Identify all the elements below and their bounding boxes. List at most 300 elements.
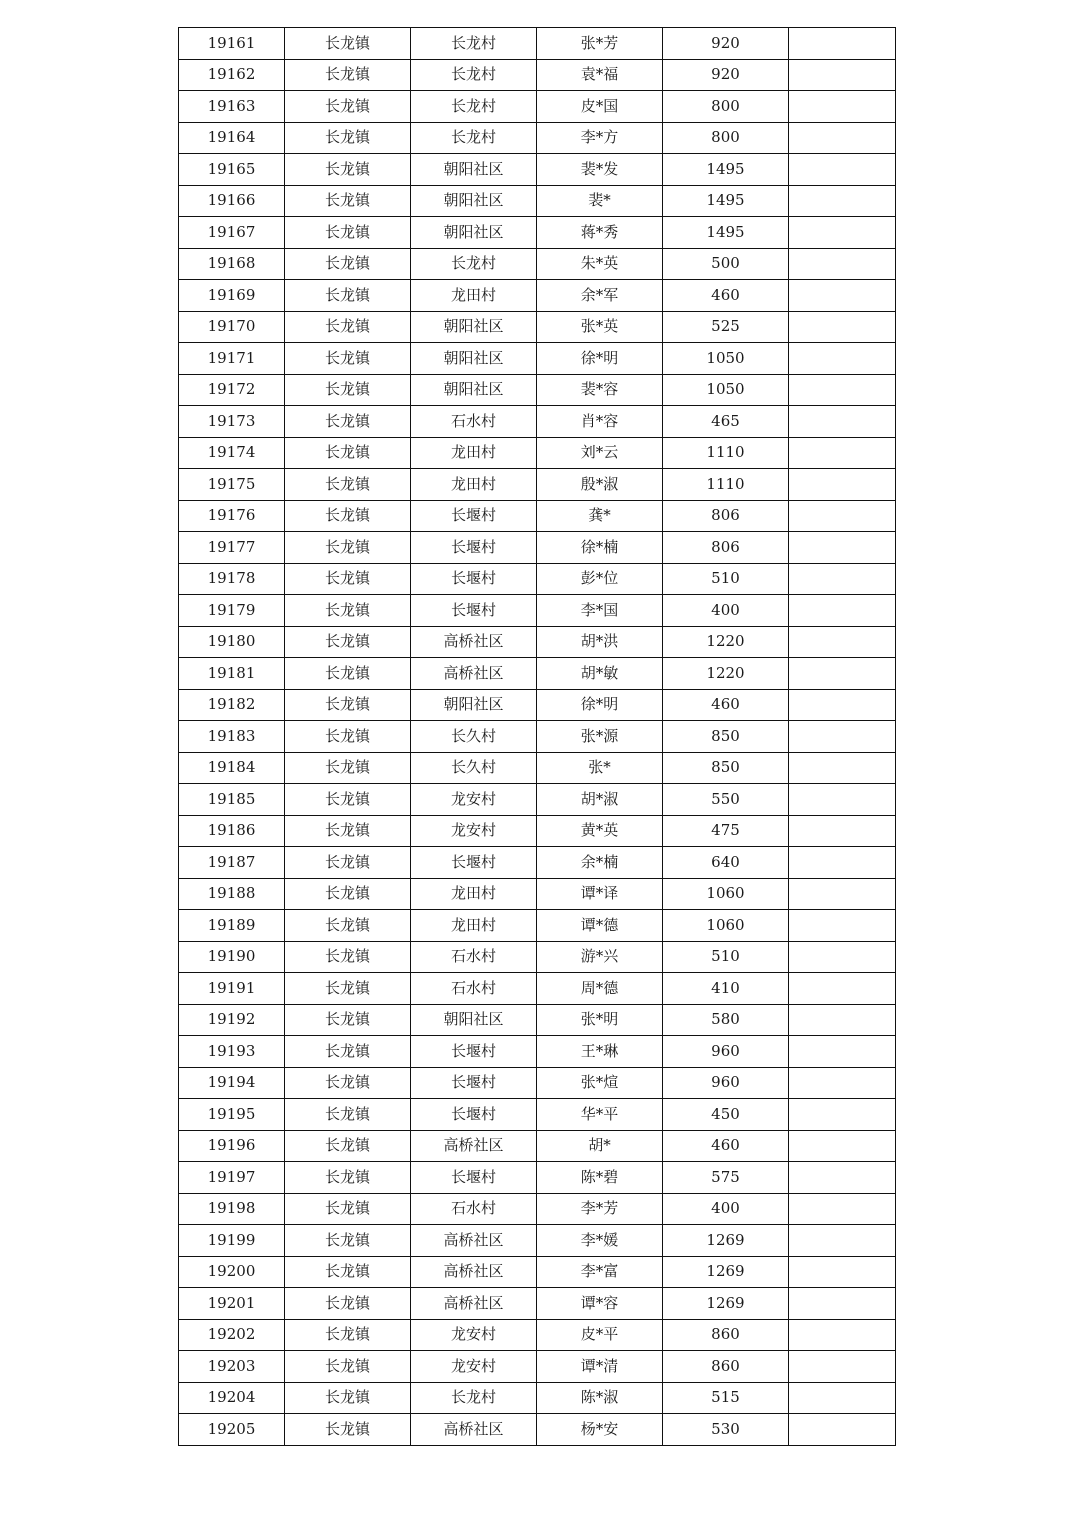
record-id-cell: 19203 (179, 1351, 285, 1383)
person-name-cell: 刘*云 (537, 437, 663, 469)
person-name-cell: 谭*译 (537, 878, 663, 910)
record-id-cell: 19197 (179, 1162, 285, 1194)
town-cell: 长龙镇 (285, 1162, 411, 1194)
village-cell: 朝阳社区 (411, 154, 537, 186)
person-name-cell: 张*芳 (537, 28, 663, 60)
table-row (179, 689, 896, 721)
amount-cell: 580 (663, 1004, 789, 1036)
town-cell: 长龙镇 (285, 280, 411, 312)
person-name-cell: 张*明 (537, 1004, 663, 1036)
note-cell (789, 374, 896, 406)
person-name-cell: 胡* (537, 1130, 663, 1162)
town-cell: 长龙镇 (285, 374, 411, 406)
village-cell: 长龙村 (411, 122, 537, 154)
note-cell (789, 185, 896, 217)
record-id-cell: 19177 (179, 532, 285, 564)
amount-cell: 450 (663, 1099, 789, 1131)
table-row (179, 500, 896, 532)
village-cell: 长龙村 (411, 91, 537, 123)
person-name-cell: 李*方 (537, 122, 663, 154)
table-row (179, 1036, 896, 1068)
village-cell: 长堰村 (411, 532, 537, 564)
record-id-cell: 19176 (179, 500, 285, 532)
town-cell: 长龙镇 (285, 1225, 411, 1257)
person-name-cell: 胡*淑 (537, 784, 663, 816)
amount-cell: 800 (663, 91, 789, 123)
village-cell: 龙田村 (411, 878, 537, 910)
person-name-cell: 李*芳 (537, 1193, 663, 1225)
town-cell: 长龙镇 (285, 1319, 411, 1351)
table-row (179, 217, 896, 249)
record-id-cell: 19172 (179, 374, 285, 406)
note-cell (789, 878, 896, 910)
person-name-cell: 龚* (537, 500, 663, 532)
table-row (179, 374, 896, 406)
village-cell: 长堰村 (411, 1036, 537, 1068)
town-cell: 长龙镇 (285, 217, 411, 249)
note-cell (789, 1036, 896, 1068)
amount-cell: 800 (663, 122, 789, 154)
note-cell (789, 217, 896, 249)
table-row (179, 28, 896, 60)
note-cell (789, 752, 896, 784)
note-cell (789, 406, 896, 438)
person-name-cell: 陈*碧 (537, 1162, 663, 1194)
town-cell: 长龙镇 (285, 59, 411, 91)
table-row (179, 532, 896, 564)
person-name-cell: 皮*平 (537, 1319, 663, 1351)
person-name-cell: 裴*发 (537, 154, 663, 186)
record-id-cell: 19179 (179, 595, 285, 627)
village-cell: 长龙村 (411, 1382, 537, 1414)
note-cell (789, 532, 896, 564)
record-id-cell: 19204 (179, 1382, 285, 1414)
village-cell: 朝阳社区 (411, 1004, 537, 1036)
village-cell: 长堰村 (411, 847, 537, 879)
town-cell: 长龙镇 (285, 1414, 411, 1446)
table-row (179, 1004, 896, 1036)
town-cell: 长龙镇 (285, 311, 411, 343)
amount-cell: 550 (663, 784, 789, 816)
amount-cell: 1060 (663, 910, 789, 942)
record-id-cell: 19164 (179, 122, 285, 154)
amount-cell: 1220 (663, 626, 789, 658)
person-name-cell: 张* (537, 752, 663, 784)
village-cell: 长久村 (411, 721, 537, 753)
town-cell: 长龙镇 (285, 122, 411, 154)
person-name-cell: 陈*淑 (537, 1382, 663, 1414)
village-cell: 龙田村 (411, 910, 537, 942)
table-row (179, 626, 896, 658)
town-cell: 长龙镇 (285, 437, 411, 469)
table-row (179, 721, 896, 753)
village-cell: 石水村 (411, 406, 537, 438)
record-id-cell: 19200 (179, 1256, 285, 1288)
note-cell (789, 311, 896, 343)
note-cell (789, 1414, 896, 1446)
village-cell: 长堰村 (411, 1099, 537, 1131)
village-cell: 龙田村 (411, 280, 537, 312)
town-cell: 长龙镇 (285, 973, 411, 1005)
record-id-cell: 19192 (179, 1004, 285, 1036)
record-id-cell: 19182 (179, 689, 285, 721)
roster-table (178, 27, 896, 1446)
person-name-cell: 彭*位 (537, 563, 663, 595)
town-cell: 长龙镇 (285, 469, 411, 501)
note-cell (789, 1288, 896, 1320)
amount-cell: 850 (663, 721, 789, 753)
village-cell: 长久村 (411, 752, 537, 784)
amount-cell: 806 (663, 500, 789, 532)
note-cell (789, 815, 896, 847)
amount-cell: 410 (663, 973, 789, 1005)
note-cell (789, 1130, 896, 1162)
person-name-cell: 余*军 (537, 280, 663, 312)
village-cell: 龙田村 (411, 437, 537, 469)
record-id-cell: 19178 (179, 563, 285, 595)
table-row (179, 1130, 896, 1162)
note-cell (789, 1256, 896, 1288)
record-id-cell: 19181 (179, 658, 285, 690)
table-row (179, 1225, 896, 1257)
note-cell (789, 1351, 896, 1383)
amount-cell: 960 (663, 1036, 789, 1068)
person-name-cell: 蒋*秀 (537, 217, 663, 249)
amount-cell: 960 (663, 1067, 789, 1099)
village-cell: 高桥社区 (411, 1225, 537, 1257)
record-id-cell: 19161 (179, 28, 285, 60)
record-id-cell: 19188 (179, 878, 285, 910)
town-cell: 长龙镇 (285, 343, 411, 375)
record-id-cell: 19169 (179, 280, 285, 312)
town-cell: 长龙镇 (285, 500, 411, 532)
amount-cell: 575 (663, 1162, 789, 1194)
table-row (179, 1319, 896, 1351)
village-cell: 高桥社区 (411, 1288, 537, 1320)
town-cell: 长龙镇 (285, 1351, 411, 1383)
note-cell (789, 1225, 896, 1257)
person-name-cell: 李*媛 (537, 1225, 663, 1257)
amount-cell: 475 (663, 815, 789, 847)
town-cell: 长龙镇 (285, 563, 411, 595)
person-name-cell: 华*平 (537, 1099, 663, 1131)
table-row (179, 1288, 896, 1320)
note-cell (789, 1193, 896, 1225)
record-id-cell: 19168 (179, 248, 285, 280)
record-id-cell: 19165 (179, 154, 285, 186)
village-cell: 高桥社区 (411, 626, 537, 658)
table-row (179, 910, 896, 942)
note-cell (789, 469, 896, 501)
note-cell (789, 847, 896, 879)
note-cell (789, 1162, 896, 1194)
note-cell (789, 1382, 896, 1414)
person-name-cell: 胡*敏 (537, 658, 663, 690)
table-row (179, 311, 896, 343)
record-id-cell: 19195 (179, 1099, 285, 1131)
note-cell (789, 721, 896, 753)
village-cell: 长龙村 (411, 59, 537, 91)
table-row (179, 406, 896, 438)
table-row (179, 563, 896, 595)
table-row (179, 973, 896, 1005)
person-name-cell: 李*国 (537, 595, 663, 627)
amount-cell: 1060 (663, 878, 789, 910)
town-cell: 长龙镇 (285, 406, 411, 438)
amount-cell: 530 (663, 1414, 789, 1446)
person-name-cell: 王*琳 (537, 1036, 663, 1068)
record-id-cell: 19202 (179, 1319, 285, 1351)
person-name-cell: 黄*英 (537, 815, 663, 847)
record-id-cell: 19186 (179, 815, 285, 847)
town-cell: 长龙镇 (285, 532, 411, 564)
amount-cell: 500 (663, 248, 789, 280)
village-cell: 长堰村 (411, 1067, 537, 1099)
village-cell: 长堰村 (411, 500, 537, 532)
town-cell: 长龙镇 (285, 248, 411, 280)
record-id-cell: 19185 (179, 784, 285, 816)
note-cell (789, 1319, 896, 1351)
village-cell: 石水村 (411, 941, 537, 973)
record-id-cell: 19199 (179, 1225, 285, 1257)
table-row (179, 1414, 896, 1446)
note-cell (789, 437, 896, 469)
note-cell (789, 910, 896, 942)
note-cell (789, 248, 896, 280)
person-name-cell: 朱*英 (537, 248, 663, 280)
amount-cell: 920 (663, 59, 789, 91)
note-cell (789, 1004, 896, 1036)
amount-cell: 1495 (663, 217, 789, 249)
amount-cell: 920 (663, 28, 789, 60)
person-name-cell: 殷*淑 (537, 469, 663, 501)
record-id-cell: 19194 (179, 1067, 285, 1099)
village-cell: 朝阳社区 (411, 343, 537, 375)
person-name-cell: 胡*洪 (537, 626, 663, 658)
amount-cell: 460 (663, 280, 789, 312)
record-id-cell: 19180 (179, 626, 285, 658)
person-name-cell: 杨*安 (537, 1414, 663, 1446)
note-cell (789, 973, 896, 1005)
person-name-cell: 谭*容 (537, 1288, 663, 1320)
record-id-cell: 19183 (179, 721, 285, 753)
table-row (179, 815, 896, 847)
town-cell: 长龙镇 (285, 910, 411, 942)
record-id-cell: 19184 (179, 752, 285, 784)
town-cell: 长龙镇 (285, 721, 411, 753)
table-row (179, 122, 896, 154)
amount-cell: 1110 (663, 437, 789, 469)
record-id-cell: 19189 (179, 910, 285, 942)
record-id-cell: 19190 (179, 941, 285, 973)
village-cell: 龙田村 (411, 469, 537, 501)
person-name-cell: 谭*德 (537, 910, 663, 942)
table-row (179, 59, 896, 91)
town-cell: 长龙镇 (285, 154, 411, 186)
village-cell: 石水村 (411, 1193, 537, 1225)
person-name-cell: 余*楠 (537, 847, 663, 879)
amount-cell: 400 (663, 595, 789, 627)
note-cell (789, 91, 896, 123)
table-row (179, 280, 896, 312)
record-id-cell: 19198 (179, 1193, 285, 1225)
amount-cell: 850 (663, 752, 789, 784)
table-row (179, 752, 896, 784)
record-id-cell: 19167 (179, 217, 285, 249)
town-cell: 长龙镇 (285, 28, 411, 60)
table-row (179, 1099, 896, 1131)
person-name-cell: 李*富 (537, 1256, 663, 1288)
roster-table-body (179, 28, 896, 1446)
amount-cell: 460 (663, 689, 789, 721)
amount-cell: 465 (663, 406, 789, 438)
table-row (179, 469, 896, 501)
record-id-cell: 19205 (179, 1414, 285, 1446)
record-id-cell: 19162 (179, 59, 285, 91)
table-row (179, 154, 896, 186)
person-name-cell: 张*英 (537, 311, 663, 343)
note-cell (789, 563, 896, 595)
record-id-cell: 19166 (179, 185, 285, 217)
note-cell (789, 595, 896, 627)
person-name-cell: 袁*福 (537, 59, 663, 91)
amount-cell: 860 (663, 1319, 789, 1351)
village-cell: 长堰村 (411, 1162, 537, 1194)
note-cell (789, 689, 896, 721)
town-cell: 长龙镇 (285, 1193, 411, 1225)
amount-cell: 460 (663, 1130, 789, 1162)
village-cell: 朝阳社区 (411, 217, 537, 249)
note-cell (789, 941, 896, 973)
town-cell: 长龙镇 (285, 1004, 411, 1036)
village-cell: 朝阳社区 (411, 185, 537, 217)
person-name-cell: 裴*容 (537, 374, 663, 406)
table-row (179, 1162, 896, 1194)
person-name-cell: 谭*清 (537, 1351, 663, 1383)
table-row (179, 248, 896, 280)
person-name-cell: 徐*明 (537, 343, 663, 375)
record-id-cell: 19187 (179, 847, 285, 879)
town-cell: 长龙镇 (285, 1256, 411, 1288)
table-row (179, 1382, 896, 1414)
amount-cell: 1050 (663, 343, 789, 375)
record-id-cell: 19191 (179, 973, 285, 1005)
town-cell: 长龙镇 (285, 1067, 411, 1099)
table-row (179, 437, 896, 469)
person-name-cell: 徐*楠 (537, 532, 663, 564)
village-cell: 龙安村 (411, 1351, 537, 1383)
town-cell: 长龙镇 (285, 658, 411, 690)
table-row (179, 91, 896, 123)
village-cell: 高桥社区 (411, 1130, 537, 1162)
town-cell: 长龙镇 (285, 626, 411, 658)
amount-cell: 515 (663, 1382, 789, 1414)
amount-cell: 1050 (663, 374, 789, 406)
note-cell (789, 658, 896, 690)
village-cell: 龙安村 (411, 815, 537, 847)
record-id-cell: 19173 (179, 406, 285, 438)
town-cell: 长龙镇 (285, 815, 411, 847)
town-cell: 长龙镇 (285, 1099, 411, 1131)
note-cell (789, 343, 896, 375)
table-row (179, 941, 896, 973)
person-name-cell: 游*兴 (537, 941, 663, 973)
amount-cell: 510 (663, 563, 789, 595)
person-name-cell: 张*源 (537, 721, 663, 753)
note-cell (789, 626, 896, 658)
note-cell (789, 28, 896, 60)
record-id-cell: 19175 (179, 469, 285, 501)
amount-cell: 525 (663, 311, 789, 343)
record-id-cell: 19171 (179, 343, 285, 375)
table-row (179, 878, 896, 910)
note-cell (789, 59, 896, 91)
village-cell: 龙安村 (411, 1319, 537, 1351)
person-name-cell: 皮*国 (537, 91, 663, 123)
person-name-cell: 张*煊 (537, 1067, 663, 1099)
town-cell: 长龙镇 (285, 784, 411, 816)
amount-cell: 1269 (663, 1256, 789, 1288)
amount-cell: 806 (663, 532, 789, 564)
note-cell (789, 154, 896, 186)
town-cell: 长龙镇 (285, 595, 411, 627)
table-row (179, 1067, 896, 1099)
town-cell: 长龙镇 (285, 1288, 411, 1320)
town-cell: 长龙镇 (285, 941, 411, 973)
note-cell (789, 784, 896, 816)
table-row (179, 1256, 896, 1288)
record-id-cell: 19170 (179, 311, 285, 343)
amount-cell: 1495 (663, 154, 789, 186)
amount-cell: 1269 (663, 1225, 789, 1257)
town-cell: 长龙镇 (285, 91, 411, 123)
note-cell (789, 122, 896, 154)
table-row (179, 1193, 896, 1225)
village-cell: 朝阳社区 (411, 689, 537, 721)
town-cell: 长龙镇 (285, 689, 411, 721)
table-row (179, 595, 896, 627)
village-cell: 长堰村 (411, 563, 537, 595)
amount-cell: 400 (663, 1193, 789, 1225)
amount-cell: 1495 (663, 185, 789, 217)
person-name-cell: 徐*明 (537, 689, 663, 721)
record-id-cell: 19163 (179, 91, 285, 123)
amount-cell: 1110 (663, 469, 789, 501)
table-row (179, 784, 896, 816)
amount-cell: 1220 (663, 658, 789, 690)
record-id-cell: 19201 (179, 1288, 285, 1320)
record-id-cell: 19174 (179, 437, 285, 469)
village-cell: 高桥社区 (411, 658, 537, 690)
table-row (179, 1351, 896, 1383)
village-cell: 长龙村 (411, 248, 537, 280)
village-cell: 高桥社区 (411, 1414, 537, 1446)
amount-cell: 640 (663, 847, 789, 879)
village-cell: 高桥社区 (411, 1256, 537, 1288)
record-id-cell: 19193 (179, 1036, 285, 1068)
note-cell (789, 280, 896, 312)
note-cell (789, 1067, 896, 1099)
person-name-cell: 肖*容 (537, 406, 663, 438)
village-cell: 石水村 (411, 973, 537, 1005)
table-row (179, 343, 896, 375)
village-cell: 长龙村 (411, 28, 537, 60)
town-cell: 长龙镇 (285, 847, 411, 879)
table-row (179, 847, 896, 879)
town-cell: 长龙镇 (285, 1130, 411, 1162)
town-cell: 长龙镇 (285, 752, 411, 784)
table-row (179, 185, 896, 217)
